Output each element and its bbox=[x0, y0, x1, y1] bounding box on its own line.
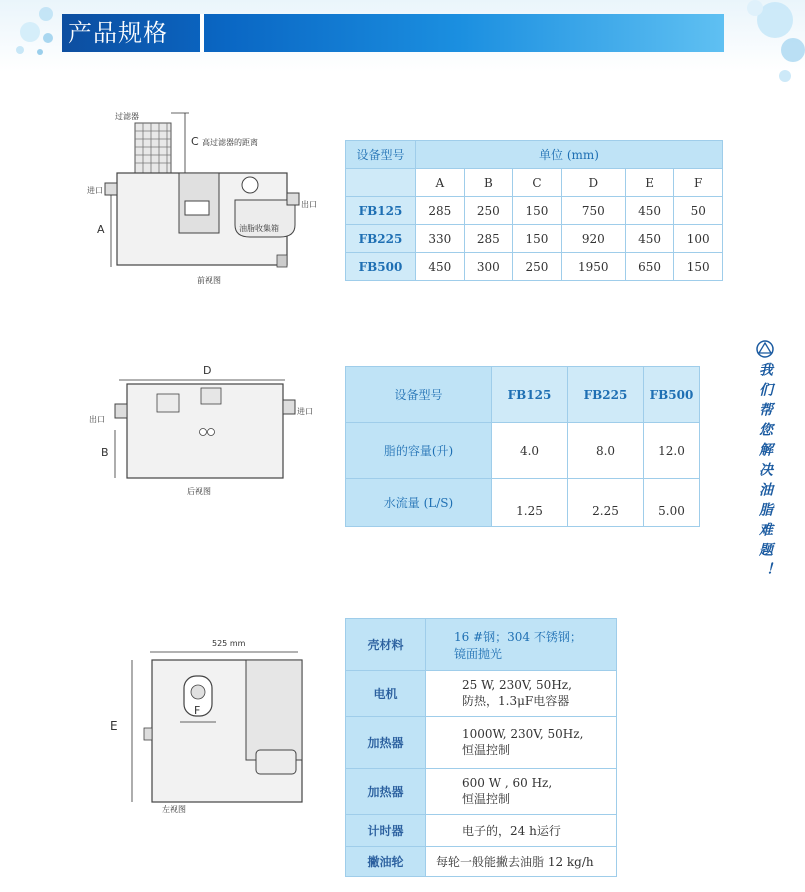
c-dimension-text: 高过滤器的距离 bbox=[202, 138, 258, 147]
table-cell: 150 bbox=[513, 197, 562, 225]
table-cell: 285 bbox=[464, 225, 513, 253]
table-row bbox=[346, 815, 617, 847]
rear-outlet-pipe bbox=[115, 404, 127, 418]
table-cell: 450 bbox=[416, 253, 465, 281]
row-label: 撇油轮 bbox=[346, 847, 426, 877]
water-bubbles-icon bbox=[715, 0, 805, 90]
row-label: 电机 bbox=[346, 671, 426, 717]
spec-line: 恒温控制 bbox=[462, 743, 511, 757]
column-header: A bbox=[416, 169, 465, 197]
table-cell: 8.0 bbox=[568, 423, 644, 479]
control-panel bbox=[185, 201, 209, 215]
rear-view-drawing bbox=[85, 360, 325, 500]
table-cell: 50 bbox=[674, 197, 723, 225]
model-header: 设备型号 bbox=[346, 367, 492, 423]
table-cell: 250 bbox=[513, 253, 562, 281]
table-cell: 1950 bbox=[561, 253, 625, 281]
table-row bbox=[346, 253, 723, 281]
rear-outlet-label: 出口 bbox=[89, 415, 105, 424]
a-dimension-label: A bbox=[97, 223, 105, 236]
column-header: F bbox=[674, 169, 723, 197]
model-header: 设备型号 bbox=[346, 141, 416, 169]
table-cell: 650 bbox=[625, 253, 674, 281]
outlet-pipe bbox=[287, 193, 299, 205]
collector-label: 油脂收集箱 bbox=[239, 224, 279, 233]
table-cell: 1.25 bbox=[492, 479, 568, 527]
table-cell: 4.0 bbox=[492, 423, 568, 479]
column-header: B bbox=[464, 169, 513, 197]
unit-header: 单位 (mm) bbox=[416, 141, 723, 169]
table-cell: 750 bbox=[561, 197, 625, 225]
table-cell: 250 bbox=[464, 197, 513, 225]
spec-line: 600 W , 60 Hz, bbox=[462, 776, 553, 790]
front-view-drawing bbox=[85, 105, 330, 290]
column-header: E bbox=[625, 169, 674, 197]
table-cell: 100 bbox=[674, 225, 723, 253]
triangle-circle-logo-icon bbox=[756, 340, 774, 358]
rear-view-caption: 后视图 bbox=[187, 487, 211, 496]
row-label: 脂的容量(升) bbox=[346, 423, 492, 479]
row-model: FB225 bbox=[346, 225, 416, 253]
e-dimension-label: E bbox=[110, 719, 118, 733]
spec-line: 16 #钢；304 不锈钢； bbox=[454, 629, 582, 644]
row-model: FB125 bbox=[346, 197, 416, 225]
width-dimension-label: 525 mm bbox=[212, 639, 246, 648]
column-header: D bbox=[561, 169, 625, 197]
table-row bbox=[346, 671, 617, 717]
table-cell: 12.0 bbox=[644, 423, 700, 479]
water-drops-icon bbox=[0, 0, 70, 72]
title-divider bbox=[200, 14, 204, 52]
model-header-cell: FB225 bbox=[568, 367, 644, 423]
spec-line: 1000W, 230V, 50Hz, bbox=[462, 727, 584, 741]
spec-line: 防热，1.3μF电容器 bbox=[462, 694, 570, 708]
table-row bbox=[346, 197, 723, 225]
table-row bbox=[346, 717, 617, 769]
table-cell: 150 bbox=[513, 225, 562, 253]
front-view-caption: 前视图 bbox=[197, 276, 221, 285]
c-dimension-label: C bbox=[191, 135, 199, 148]
f-dimension-label: F bbox=[194, 704, 201, 717]
spec-line: 镜面抛光 bbox=[454, 646, 503, 661]
filter-label: 过滤器 bbox=[115, 112, 139, 121]
row-label: 壳材料 bbox=[346, 619, 426, 671]
slogan-text: 我们帮您解决油脂难题！ bbox=[757, 362, 773, 582]
column-header: C bbox=[513, 169, 562, 197]
slogan bbox=[750, 340, 780, 582]
filter-basket bbox=[135, 123, 171, 173]
outlet-label: 出口 bbox=[301, 200, 317, 209]
page-title: 产品规格 bbox=[68, 19, 168, 47]
inlet-pipe bbox=[105, 183, 117, 195]
table-row bbox=[346, 225, 723, 253]
side-view-caption: 左视图 bbox=[162, 805, 186, 814]
table-row bbox=[346, 423, 700, 479]
table-cell: 450 bbox=[625, 197, 674, 225]
model-header-cell: FB500 bbox=[644, 367, 700, 423]
table-row bbox=[346, 479, 700, 527]
spec-line: 25 W, 230V, 50Hz, bbox=[462, 678, 572, 692]
table-cell: 2.25 bbox=[568, 479, 644, 527]
table-row bbox=[346, 769, 617, 815]
model-header-cell: FB125 bbox=[492, 367, 568, 423]
inlet-label: 进口 bbox=[87, 186, 103, 195]
table-cell: 450 bbox=[625, 225, 674, 253]
table-cell: 5.00 bbox=[644, 479, 700, 527]
table-row bbox=[346, 847, 617, 877]
table-cell: 150 bbox=[674, 253, 723, 281]
row-label: 加热器 bbox=[346, 717, 426, 769]
rear-inlet-label: 进口 bbox=[297, 407, 313, 416]
dimensions-table bbox=[345, 140, 723, 281]
b-dimension-label: B bbox=[101, 446, 109, 459]
table-cell: 920 bbox=[561, 225, 625, 253]
row-model: FB500 bbox=[346, 253, 416, 281]
row-label: 计时器 bbox=[346, 815, 426, 847]
rear-inlet-pipe bbox=[283, 400, 295, 414]
spec-line: 恒温控制 bbox=[462, 792, 511, 806]
d-dimension-label: D bbox=[203, 364, 212, 377]
spec-line: 每轮一般能撇去油脂 12 kg/h bbox=[436, 855, 594, 869]
blank-header-cell bbox=[346, 169, 416, 197]
table-row bbox=[346, 619, 617, 671]
row-label: 加热器 bbox=[346, 769, 426, 815]
spec-line: 电子的，24 h运行 bbox=[462, 824, 561, 838]
table-cell: 285 bbox=[416, 197, 465, 225]
table-cell: 330 bbox=[416, 225, 465, 253]
spec-table bbox=[345, 618, 617, 877]
side-collector bbox=[256, 750, 296, 774]
row-label: 水流量 (L/S) bbox=[346, 479, 492, 527]
table-cell: 300 bbox=[464, 253, 513, 281]
side-view-drawing bbox=[100, 630, 315, 820]
capacity-table bbox=[345, 366, 700, 527]
